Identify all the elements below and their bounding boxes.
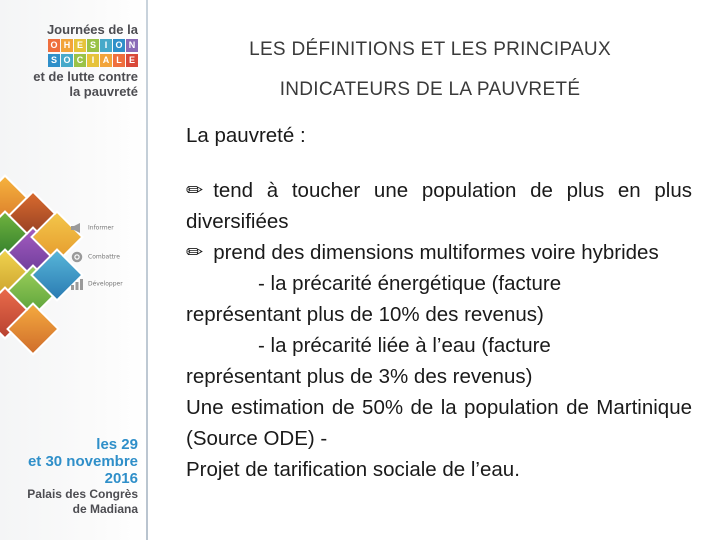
bullet-item [186, 237, 692, 268]
bar-chart-icon [70, 278, 84, 290]
event-date-line2: et 30 novembre 2016 [27, 453, 138, 487]
event-head-line1: Journées de la [46, 22, 138, 37]
side-item-label: Combattre [88, 253, 120, 261]
side-item-developper [70, 278, 123, 290]
estimate-text: Une estimation de 50% de la population de Martinique (Source ODE) - [186, 396, 692, 450]
side-item-label: Développer [88, 280, 123, 288]
side-item-combattre [70, 250, 120, 264]
logo-letter-tile: H [61, 39, 73, 52]
event-logo [33, 22, 138, 99]
sub-item-line: - la précarité liée à l’eau (facture [258, 334, 551, 357]
logo-letter-tile: E [126, 54, 138, 67]
sociale-tiles [33, 54, 138, 67]
event-banner [0, 0, 146, 540]
logo-letter-tile: S [48, 54, 60, 67]
cohesion-tiles [33, 39, 138, 52]
logo-letter-tile: O [48, 39, 60, 52]
pencil-icon: ✏ [186, 178, 204, 202]
event-dates [0, 436, 138, 517]
logo-letter-tile: O [61, 54, 73, 67]
logo-letter-tile: S [87, 39, 99, 52]
event-venue-line1: Palais des Congrès [27, 487, 138, 501]
bullet-text: prend des dimensions multiformes voire hybrides [213, 241, 659, 264]
sub-item-line: représentant plus de 10% des revenus) [186, 303, 544, 326]
logo-letter-tile: E [74, 39, 86, 52]
slide-body [186, 120, 692, 485]
banner-divider [146, 0, 148, 540]
logo-letter-tile: I [100, 39, 112, 52]
slide-title-line1: LES DÉFINITIONS ET LES PRINCIPAUX [249, 39, 611, 60]
project-text: Projet de tarification sociale de l’eau. [186, 458, 520, 481]
gear-icon [70, 250, 84, 264]
event-date-line1: les 29 [96, 436, 138, 453]
slide-title-line2: INDICATEURS DE LA PAUVRETÉ [279, 79, 581, 100]
bullet-text: tend à toucher une population de plus en plus diversifiées [186, 179, 692, 233]
side-item-informer [70, 222, 114, 234]
logo-letter-tile: A [100, 54, 112, 67]
logo-letter-tile: L [113, 54, 125, 67]
event-venue-line2: de Madiana [72, 502, 138, 516]
side-item-label: Informer [88, 224, 114, 232]
megaphone-icon [70, 222, 84, 234]
event-head-line4: la pauvreté [69, 84, 138, 99]
logo-letter-tile: I [87, 54, 99, 67]
bullet-item [186, 175, 692, 237]
sub-item-line: représentant plus de 3% des revenus) [186, 365, 533, 388]
logo-letter-tile: O [113, 39, 125, 52]
pencil-icon: ✏ [186, 240, 204, 264]
event-head-line3: et de lutte contre [33, 69, 138, 84]
logo-letter-tile: N [126, 39, 138, 52]
intro-text: La pauvreté : [186, 124, 306, 147]
logo-letter-tile: C [74, 54, 86, 67]
slide-title [190, 30, 670, 110]
sub-item-line: - la précarité énergétique (facture [258, 272, 562, 295]
